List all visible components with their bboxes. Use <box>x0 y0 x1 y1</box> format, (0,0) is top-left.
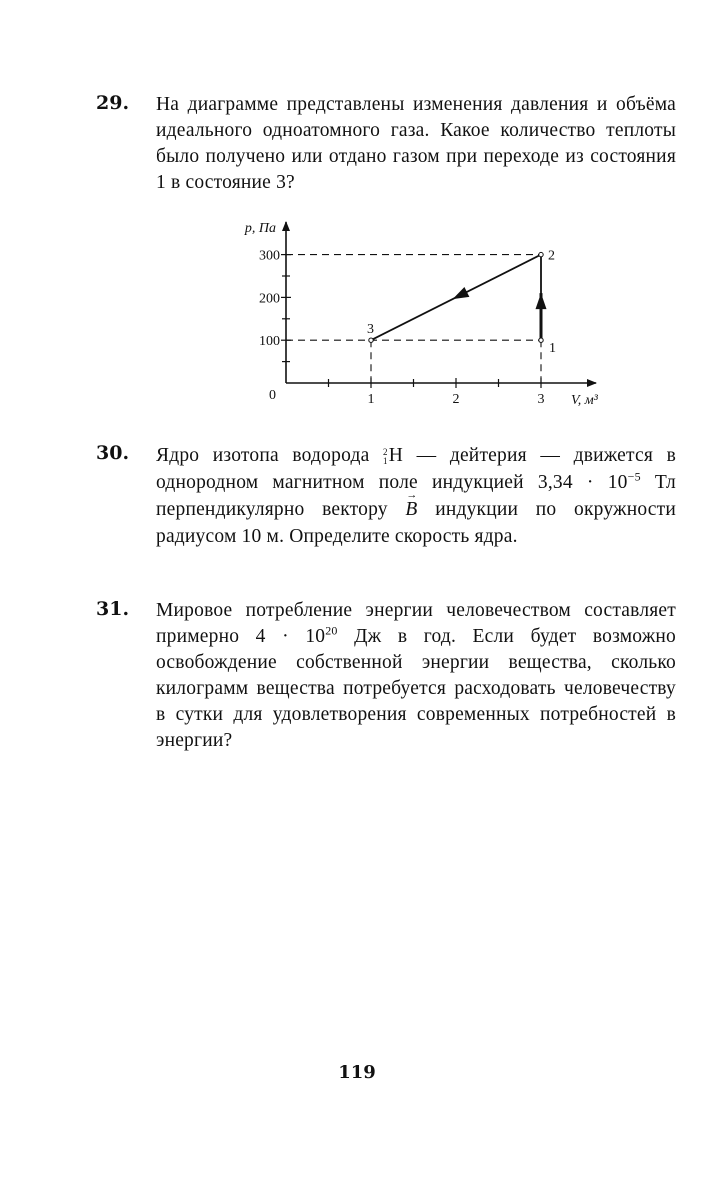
problem-number: 31. <box>96 598 130 620</box>
x-axis-label: V, м³ <box>571 393 598 408</box>
y-tick-label: 100 <box>259 334 280 350</box>
problem-number: 30. <box>96 442 130 464</box>
process-path <box>369 252 547 342</box>
problem-30 <box>96 442 680 550</box>
exponent: 20 <box>325 623 338 638</box>
isotope-notation <box>383 448 388 466</box>
y-tick-label: 300 <box>259 248 280 264</box>
problem-text <box>156 598 676 754</box>
problem-text <box>156 442 676 550</box>
state-label-1: 1 <box>549 341 556 357</box>
text-segment: Ядро изотопа водорода <box>156 445 383 466</box>
state-point-1 <box>539 338 543 342</box>
text-segment: Тл перпендикулярно вектору <box>156 472 676 520</box>
x-tick-label: 2 <box>452 392 460 407</box>
text-segment: Дж в год. Если будет возможно освобождение собственной энергии вещества, сколько килограмм вещества потребуется расходовать человечеству в сутки для удовлетворения современных потребностей в энергии? <box>156 626 676 751</box>
state-point-3 <box>369 338 373 342</box>
problem-31 <box>96 598 680 754</box>
direction-arrow-2-3 <box>453 287 470 299</box>
pv-diagram <box>0 0 714 430</box>
page-number: 119 <box>338 1062 376 1083</box>
isotope-symbol: H <box>388 445 403 466</box>
exponent: −5 <box>627 469 641 484</box>
x-tick-label: 1 <box>367 392 375 407</box>
state-label-3: 3 <box>367 322 374 338</box>
origin-label: 0 <box>269 388 276 403</box>
state-point-2 <box>539 252 543 256</box>
problem-text: На диаграмме представлены изменения давления и объёма идеального одноатомного газа. Какое количество теплоты было получено или отдано газом при переходе из состояния 1 в состояние 3? <box>156 94 676 193</box>
y-tick-label: 200 <box>259 291 280 307</box>
axes <box>281 222 596 388</box>
isotope-mass: 2 <box>383 446 388 457</box>
text-segment: Мировое потребление энергии человечеством составляет примерно 4 · 10 <box>156 600 676 647</box>
text-segment: индукции по окружности радиусом 10 м. Определите скорость ядра. <box>156 499 676 547</box>
vector-b: → B <box>405 496 417 523</box>
problem-number: 29. <box>96 92 130 114</box>
isotope-charge: 1 <box>383 455 388 466</box>
text-segment: — дейтерия — движется в однородном магнитном поле индукцией 3,34 · 10 <box>156 445 676 493</box>
x-tick-label: 3 <box>537 392 545 407</box>
state-label-2: 2 <box>548 248 555 264</box>
y-axis-label: p, Па <box>244 221 276 236</box>
